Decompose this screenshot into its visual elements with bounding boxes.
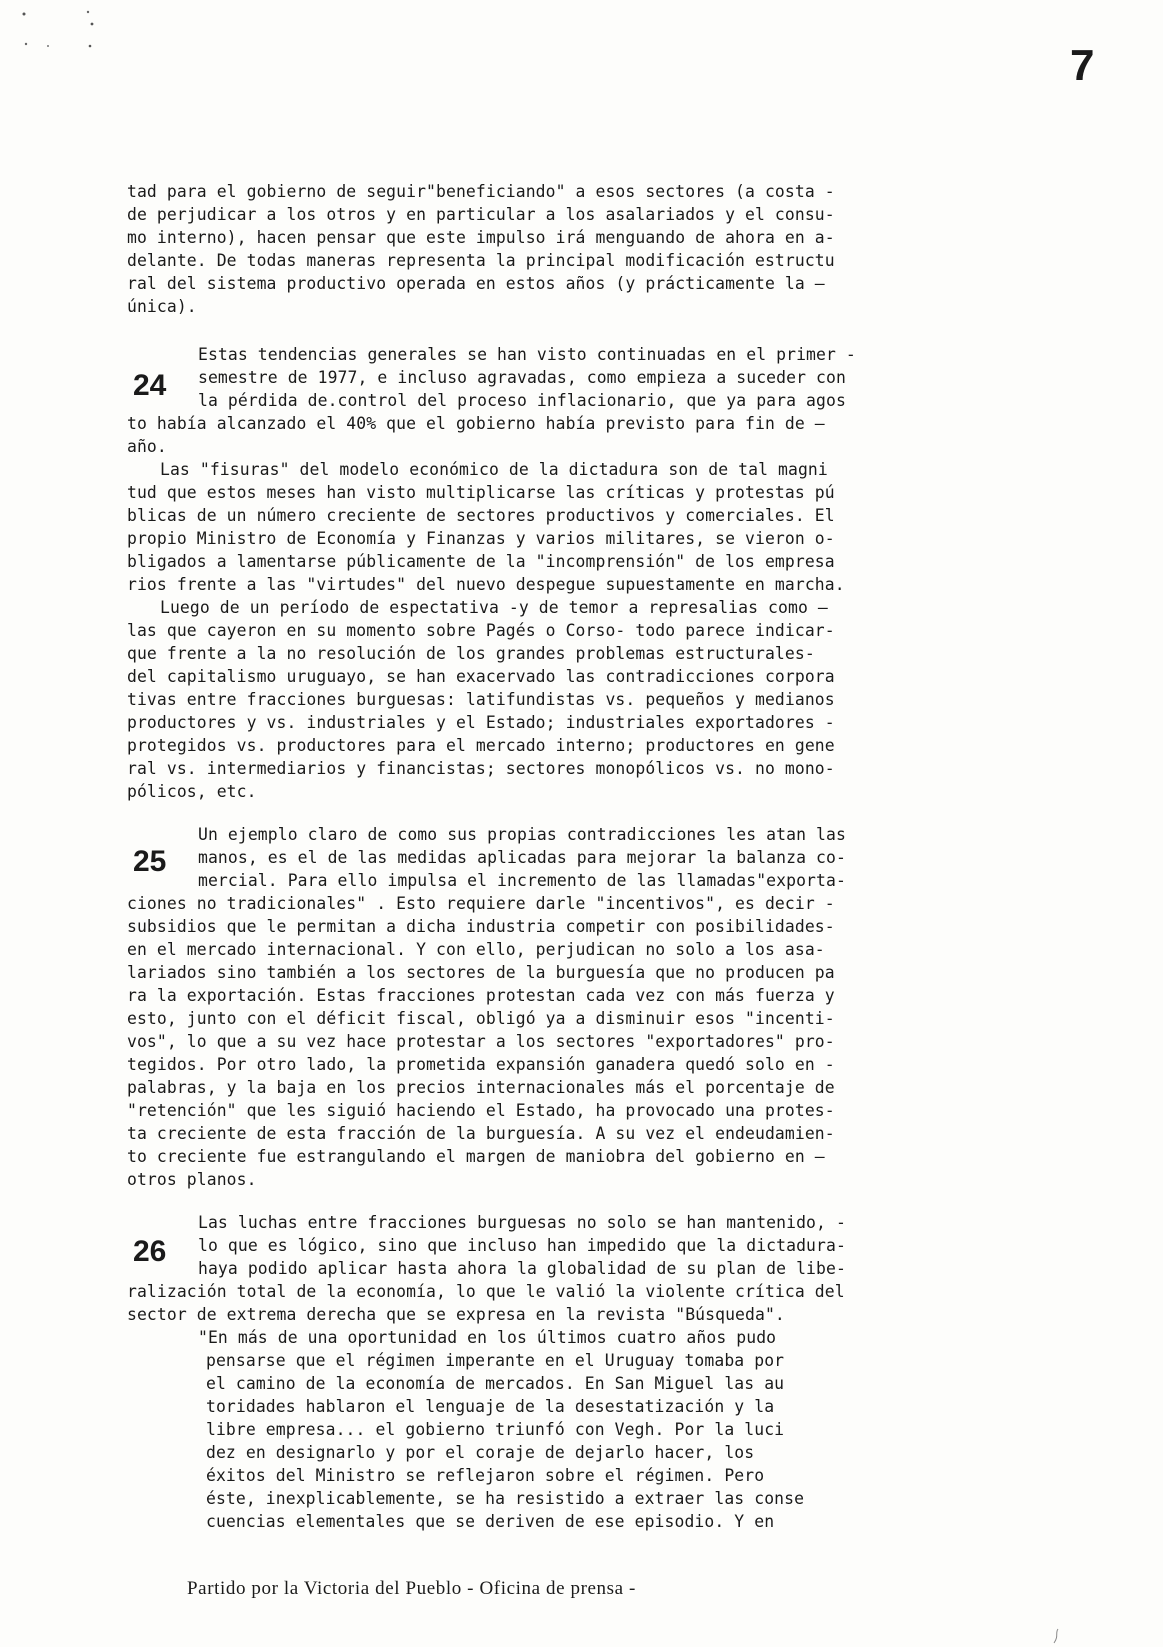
- text-line: del capitalismo uruguayo, se han exacervado las contradicciones corpora: [127, 667, 835, 686]
- text-line: haya podido aplicar hasta ahora la globalidad de su plan de libe-: [198, 1259, 846, 1278]
- text-line: ra la exportación. Estas fracciones protestan cada vez con más fuerza y: [127, 986, 835, 1005]
- text-line: manos, es el de las medidas aplicadas para mejorar la balanza co-: [198, 848, 846, 867]
- text-line: Luego de un período de espectativa -y de temor a represalias como —: [160, 598, 828, 617]
- scan-mark: [1052, 1628, 1060, 1644]
- text-line: delante. De todas maneras representa la principal modificación estructu: [127, 251, 835, 270]
- text-line: palabras, y la baja en los precios internacionales más el porcentaje de: [127, 1078, 835, 1097]
- quote-line: éste, inexplicablemente, se ha resistido a extraer las conse: [206, 1489, 805, 1508]
- quote-line: dez en designarlo y por el coraje de dejarlo hacer, los: [206, 1443, 755, 1462]
- text-line: propio Ministro de Economía y Finanzas y varios militares, se vieron o-: [127, 529, 835, 548]
- text-line: semestre de 1977, e incluso agravadas, como empieza a suceder con: [198, 368, 846, 387]
- text-line: ralización total de la economía, lo que le valió la violente crítica del: [127, 1282, 845, 1301]
- text-line: Las luchas entre fracciones burguesas no solo se han mantenido, -: [198, 1213, 846, 1232]
- paragraph-number: 25: [133, 845, 167, 878]
- text-line: ciones no tradicionales" . Esto requiere darle "incentivos", es decir -: [127, 894, 835, 913]
- quote-line: el camino de la economía de mercados. En San Miguel las au: [206, 1374, 785, 1393]
- paragraph-number: 24: [133, 369, 167, 402]
- text-line: vos", lo que a su vez hace protestar a los sectores "exportadores" pro-: [127, 1032, 835, 1051]
- text-line: rios frente a las "virtudes" del nuevo despegue supuestamente en marcha.: [127, 575, 845, 594]
- text-line: Un ejemplo claro de como sus propias contradicciones les atan las: [198, 825, 846, 844]
- text-line: blicas de un número creciente de sectores productivos y comerciales. El: [127, 506, 835, 525]
- quote-line: éxitos del Ministro se reflejaron sobre el régimen. Pero: [206, 1466, 765, 1485]
- footer: Partido por la Victoria del Pueblo - Oficina de prensa -: [187, 1578, 636, 1599]
- text-line: ta creciente de esta fracción de la burguesía. A su vez el endeudamien-: [127, 1124, 835, 1143]
- scan-specks: [18, 6, 108, 56]
- quote-line: cuencias elementales que se deriven de ese episodio. Y en: [206, 1512, 775, 1531]
- text-line: tegidos. Por otro lado, la prometida expansión ganadera quedó solo en -: [127, 1055, 835, 1074]
- text-line: ral del sistema productivo operada en estos años (y prácticamente la —: [127, 274, 825, 293]
- quote-line: "En más de una oportunidad en los últimos cuatro años pudo: [198, 1328, 777, 1347]
- text-line: lariados sino también a los sectores de la burguesía que no producen pa: [127, 963, 835, 982]
- text-line: tad para el gobierno de seguir"beneficiando" a esos sectores (a costa -: [127, 182, 835, 201]
- text-line: la pérdida de.control del proceso inflacionario, que ya para agos: [198, 391, 846, 410]
- text-line: protegidos vs. productores para el mercado interno; productores en gene: [127, 736, 835, 755]
- text-line: subsidios que le permitan a dicha industria competir con posibilidades-: [127, 917, 835, 936]
- quote-line: libre empresa... el gobierno triunfó con Vegh. Por la luci: [206, 1420, 785, 1439]
- quote-line: pensarse que el régimen imperante en el Uruguay tomaba por: [206, 1351, 785, 1370]
- text-line: pólicos, etc.: [127, 782, 257, 801]
- text-line: Estas tendencias generales se han visto continuadas en el primer -: [198, 345, 856, 364]
- text-line: mercial. Para ello impulsa el incremento de las llamadas"exporta-: [198, 871, 846, 890]
- text-line: año.: [127, 437, 167, 456]
- text-line: "retención" que les siguió haciendo el Estado, ha provocado una protes-: [127, 1101, 835, 1120]
- text-line: tivas entre fracciones burguesas: latifundistas vs. pequeños y medianos: [127, 690, 835, 709]
- text-line: productores y vs. industriales y el Estado; industriales exportadores -: [127, 713, 835, 732]
- text-line: lo que es lógico, sino que incluso han impedido que la dictadura-: [198, 1236, 846, 1255]
- text-line: tud que estos meses han visto multiplicarse las críticas y protestas pú: [127, 483, 835, 502]
- text-line: única).: [127, 297, 197, 316]
- text-line: las que cayeron en su momento sobre Pagés o Corso- todo parece indicar-: [127, 621, 835, 640]
- page-number: 7: [1070, 41, 1095, 90]
- text-line: ral vs. intermediarios y financistas; sectores monopólicos vs. no mono-: [127, 759, 835, 778]
- text-line: to creciente fue estrangulando el margen de maniobra del gobierno en —: [127, 1147, 825, 1166]
- text-line: que frente a la no resolución de los grandes problemas estructurales-: [127, 644, 815, 663]
- quote-line: toridades hablaron el lenguaje de la desestatización y la: [206, 1397, 775, 1416]
- text-line: de perjudicar a los otros y en particular a los asalariados y el consu-: [127, 205, 835, 224]
- text-line: bligados a lamentarse públicamente de la "incomprensión" de los empresa: [127, 552, 835, 571]
- text-line: mo interno), hacen pensar que este impulso irá menguando de ahora en a-: [127, 228, 835, 247]
- text-line: otros planos.: [127, 1170, 257, 1189]
- text-line: sector de extrema derecha que se expresa en la revista "Búsqueda".: [127, 1305, 785, 1324]
- text-line: esto, junto con el déficit fiscal, obligó ya a disminuir esos "incenti-: [127, 1009, 835, 1028]
- text-line: en el mercado internacional. Y con ello, perjudican no solo a los asa-: [127, 940, 825, 959]
- text-line: to había alcanzado el 40% que el gobierno había previsto para fin de —: [127, 414, 825, 433]
- paragraph-number: 26: [133, 1235, 167, 1268]
- text-line: Las "fisuras" del modelo económico de la dictadura son de tal magni: [160, 460, 828, 479]
